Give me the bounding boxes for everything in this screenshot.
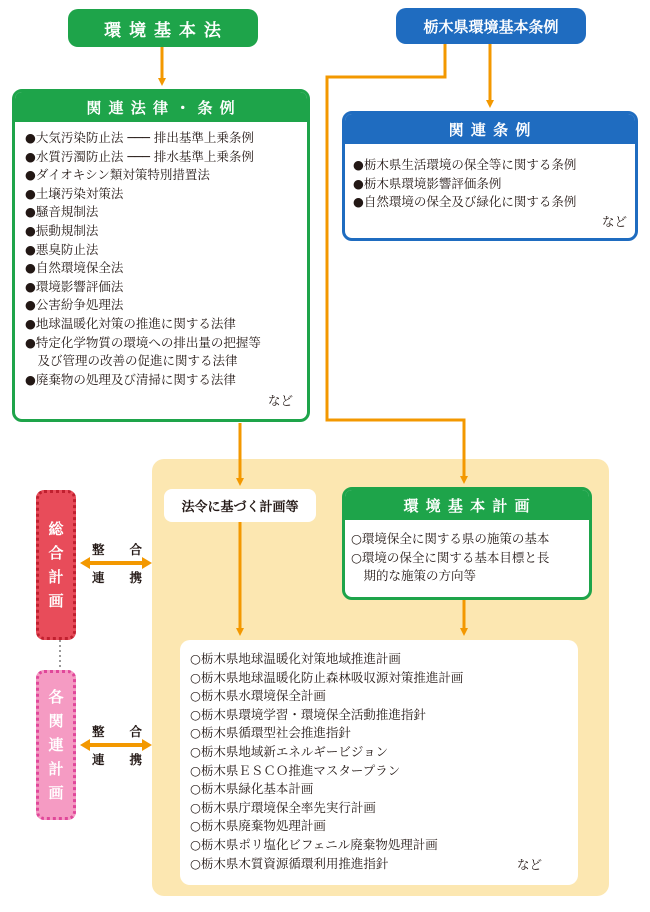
coordination-char: 連 (92, 752, 105, 767)
comprehensive-plan-char: 総 (48, 520, 64, 538)
coordination-char: 連 (92, 570, 105, 585)
list-item: ●自然環境の保全及び緑化に関する条例 (353, 194, 577, 210)
list-item: 及び管理の改善の促進に関する法律 (25, 353, 238, 369)
list-item: ●振動規制法 (25, 222, 99, 238)
list-item: ●地球温暖化対策の推進に関する法律 (25, 315, 236, 331)
coordination-label-bottom (92, 723, 142, 769)
related-plans-char: 関 (48, 712, 64, 730)
related-plans-box (36, 670, 76, 820)
list-item: ○環境の保全に関する基本目標と長 (351, 549, 550, 565)
list-item: ●栃木県環境影響評価条例 (353, 175, 502, 191)
basic-plan-list (351, 530, 549, 586)
related-laws-box (12, 89, 310, 422)
list-item: ○栃木県ＥＳＣＯ推進マスタープラン (190, 762, 401, 778)
related-plans-char: 各 (48, 688, 64, 706)
coordination-char: 整 (92, 724, 105, 739)
related-plans-char: 連 (48, 736, 64, 754)
related-ordinances-etc: など (601, 214, 627, 229)
list-item: ●特定化学物質の環境への排出量の把握等 (25, 334, 261, 350)
related-ordinances-title: 関 連 条 例 (345, 114, 635, 144)
list-item: ●ダイオキシン類対策特別措置法 (25, 167, 210, 183)
list-item: 期的な施策の方向等 (351, 568, 477, 584)
related-plans-char: 画 (48, 784, 64, 802)
list-item: ○環境保全に関する県の施策の基本 (351, 531, 550, 546)
related-ordinances-list (353, 156, 576, 212)
environmental-basic-law: 環 境 基 本 法 (68, 9, 258, 47)
list-item: ●公害紛争処理法 (25, 297, 124, 313)
list-item: ●土壌汚染対策法 (25, 185, 124, 201)
list-item: ●悪臭防止法 (25, 241, 99, 257)
related-laws-etc: など (267, 393, 293, 408)
comprehensive-plan-char: 計 (48, 568, 64, 586)
list-item: ●環境影響評価法 (25, 278, 124, 294)
tochigi-basic-ordinance: 栃木県環境基本条例 (396, 8, 586, 44)
list-item: ○栃木県地球温暖化対策地域推進計画 (190, 651, 401, 666)
plan-list-etc: など (516, 857, 542, 872)
list-item: ●廃棄物の処理及び清掃に関する法律 (25, 371, 236, 387)
related-ordinances-box (342, 111, 638, 241)
coordination-char: 携 (129, 752, 142, 767)
list-item: ○栃木県ポリ塩化ビフェニル廃棄物処理計画 (190, 836, 438, 852)
list-item: ○栃木県木質資源循環利用推進指針 (190, 855, 389, 871)
environmental-basic-plan-title: 環 境 基 本 計 画 (345, 490, 589, 520)
list-item: ○栃木県水環境保全計画 (190, 688, 326, 704)
related-laws-title: 関 連 法 律 ・ 条 例 (15, 92, 307, 122)
coordination-char: 携 (129, 570, 142, 585)
coordination-char: 合 (129, 542, 142, 557)
related-plans-char: 計 (48, 760, 64, 778)
coordination-label-top (92, 541, 142, 587)
list-item: ●水質汚濁防止法 ─── 排水基準上乗条例 (25, 148, 254, 164)
comprehensive-plan-box (36, 490, 76, 640)
list-item: ○栃木県地域新エネルギービジョン (190, 743, 389, 759)
coordination-char: 整 (92, 542, 105, 557)
related-laws-list (25, 129, 261, 389)
list-item: ○栃木県緑化基本計画 (190, 781, 314, 797)
plan-list-box (180, 640, 578, 885)
list-item: ○栃木県庁環境保全率先実行計画 (190, 799, 376, 815)
environmental-basic-plan-box (342, 487, 592, 600)
list-item: ○栃木県廃棄物処理計画 (190, 818, 326, 834)
plan-list (190, 650, 463, 873)
list-item: ○栃木県地球温暖化防止森林吸収源対策推進計画 (190, 669, 464, 685)
coordination-char: 合 (129, 724, 142, 739)
list-item: ○栃木県環境学習・環境保全活動推進指針 (190, 706, 426, 722)
comprehensive-plan-char: 画 (48, 592, 64, 610)
list-item: ●騒音規制法 (25, 204, 99, 220)
list-item: ●自然環境保全法 (25, 260, 124, 276)
comprehensive-plan-char: 合 (48, 544, 64, 562)
list-item: ○栃木県循環型社会推進指針 (190, 725, 351, 741)
plans-based-on-laws: 法令に基づく計画等 (164, 489, 316, 522)
list-item: ●栃木県生活環境の保全等に関する条例 (353, 157, 577, 172)
list-item: ●大気汚染防止法 ─── 排出基準上乗条例 (25, 130, 254, 145)
